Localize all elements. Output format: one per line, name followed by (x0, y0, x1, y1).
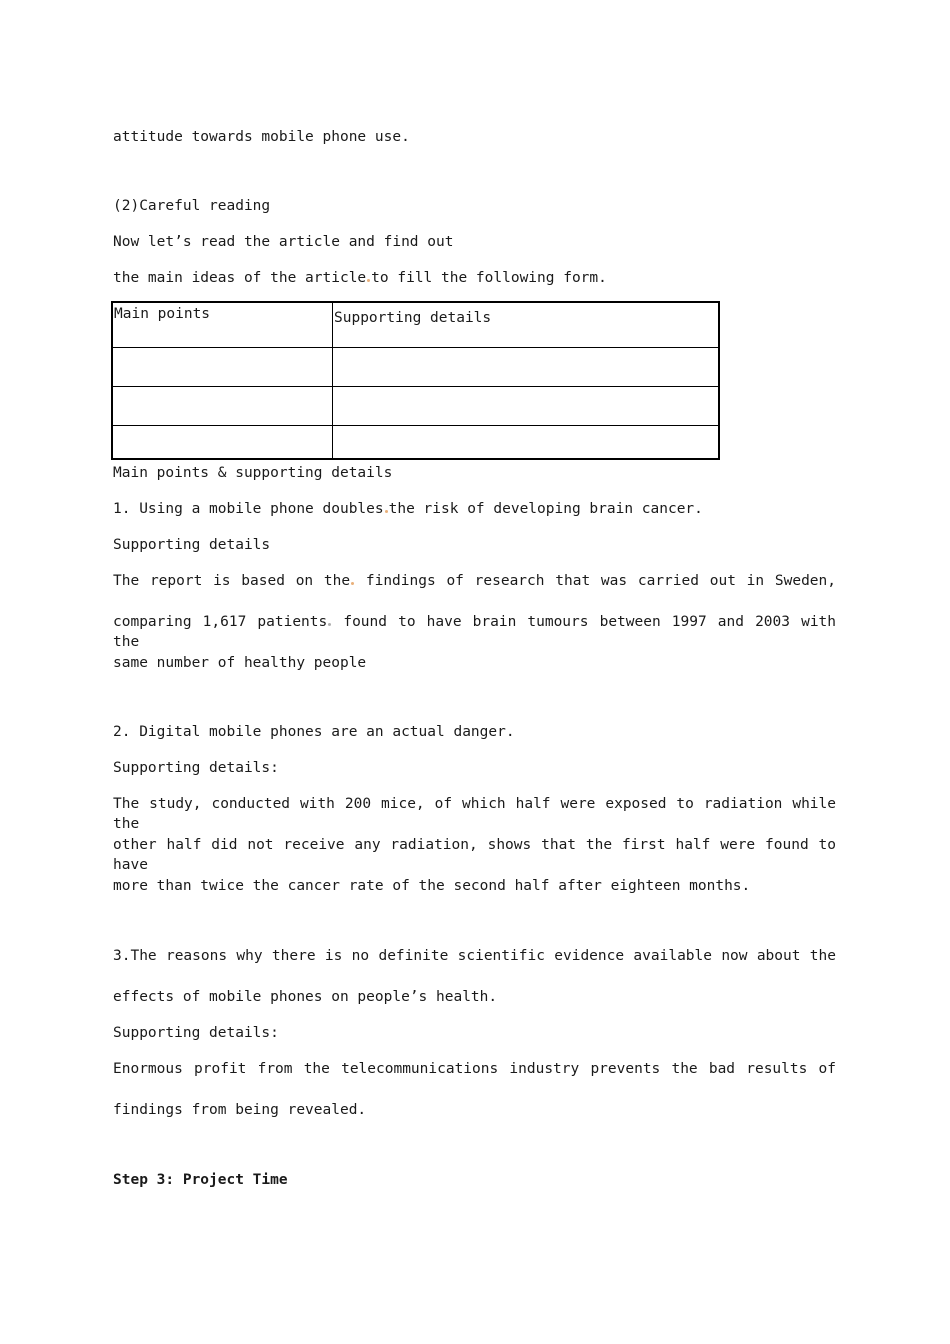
point-3-title-line-2: effects of mobile phones on people’s health. (113, 989, 498, 1005)
table-cell-main-point-3[interactable] (112, 425, 333, 459)
point-2-body-line-3: more than twice the cancer rate of the second half after eighteen months. (113, 878, 751, 894)
step-3-heading: Step 3: Project Time (113, 1172, 288, 1188)
punctuation-mark-icon (327, 612, 332, 632)
point-2-supporting-label: Supporting details: (113, 760, 279, 776)
main-points-form-table (111, 301, 720, 460)
point-2-body-line-1: The study, conducted with 200 mice, of which half were exposed to radiation while the (113, 796, 836, 832)
table-cell-supporting-detail-2[interactable] (333, 386, 720, 425)
form-instruction-part-b: to fill the following form. (371, 270, 607, 286)
point-1-title-part-a: 1. Using a mobile phone doubles (113, 501, 384, 517)
point-1-title-part-b: the risk of developing brain cancer. (388, 501, 703, 517)
header-supporting-details-label: Supporting details (334, 310, 492, 326)
point-1-body-line-3: same number of healthy people (113, 655, 367, 671)
text-line-attitude: attitude towards mobile phone use. (113, 129, 410, 145)
table-cell-main-point-1[interactable] (112, 347, 333, 386)
text-line-instruction: Now let’s read the article and find out (113, 234, 454, 250)
table-cell-supporting-detail-1[interactable] (333, 347, 720, 386)
section-heading: Main points & supporting details (113, 465, 393, 481)
point-1-title (113, 499, 703, 519)
text-line-form-instruction (113, 268, 607, 288)
point-1-body-1-part-a: The report is based on the (113, 573, 351, 589)
table-row (112, 425, 719, 459)
form-instruction-part-a: the main ideas of the article (113, 270, 367, 286)
point-2-title: 2. Digital mobile phones are an actual danger. (113, 724, 515, 740)
point-3-body-line-2: findings from being revealed. (113, 1102, 367, 1118)
table-cell-supporting-detail-3[interactable] (333, 425, 720, 459)
point-3-supporting-label: Supporting details: (113, 1025, 279, 1041)
point-1-body-2-part-b: found to have brain tumours between 1997 and 2003 with the (113, 614, 837, 650)
header-main-points-label: Main points (114, 306, 211, 322)
point-1-body-2-part-a: comparing 1,617 patients (113, 614, 328, 630)
point-1-supporting-label: Supporting details (113, 537, 271, 553)
table-cell-main-point-2[interactable] (112, 386, 333, 425)
point-3-title-line-1: 3.The reasons why there is no definite scientific evidence available now about the (113, 948, 836, 964)
point-1-body-1-part-b: findings of research that was carried out in Sweden, (365, 573, 836, 589)
table-header-main-points (112, 302, 333, 347)
table-header-supporting-details (333, 302, 720, 347)
table-header-row (112, 302, 719, 347)
table-row (112, 347, 719, 386)
point-1-body-line-1 (113, 571, 836, 591)
point-1-body-line-2 (113, 612, 836, 652)
careful-reading-heading: (2)Careful reading (113, 198, 271, 214)
point-2-body-line-2: other half did not receive any radiation, shows that the first half were found to have (113, 837, 836, 873)
punctuation-mark-icon (350, 571, 355, 591)
table-row (112, 386, 719, 425)
point-3-body-line-1: Enormous profit from the telecommunications industry prevents the bad results of (113, 1061, 836, 1077)
